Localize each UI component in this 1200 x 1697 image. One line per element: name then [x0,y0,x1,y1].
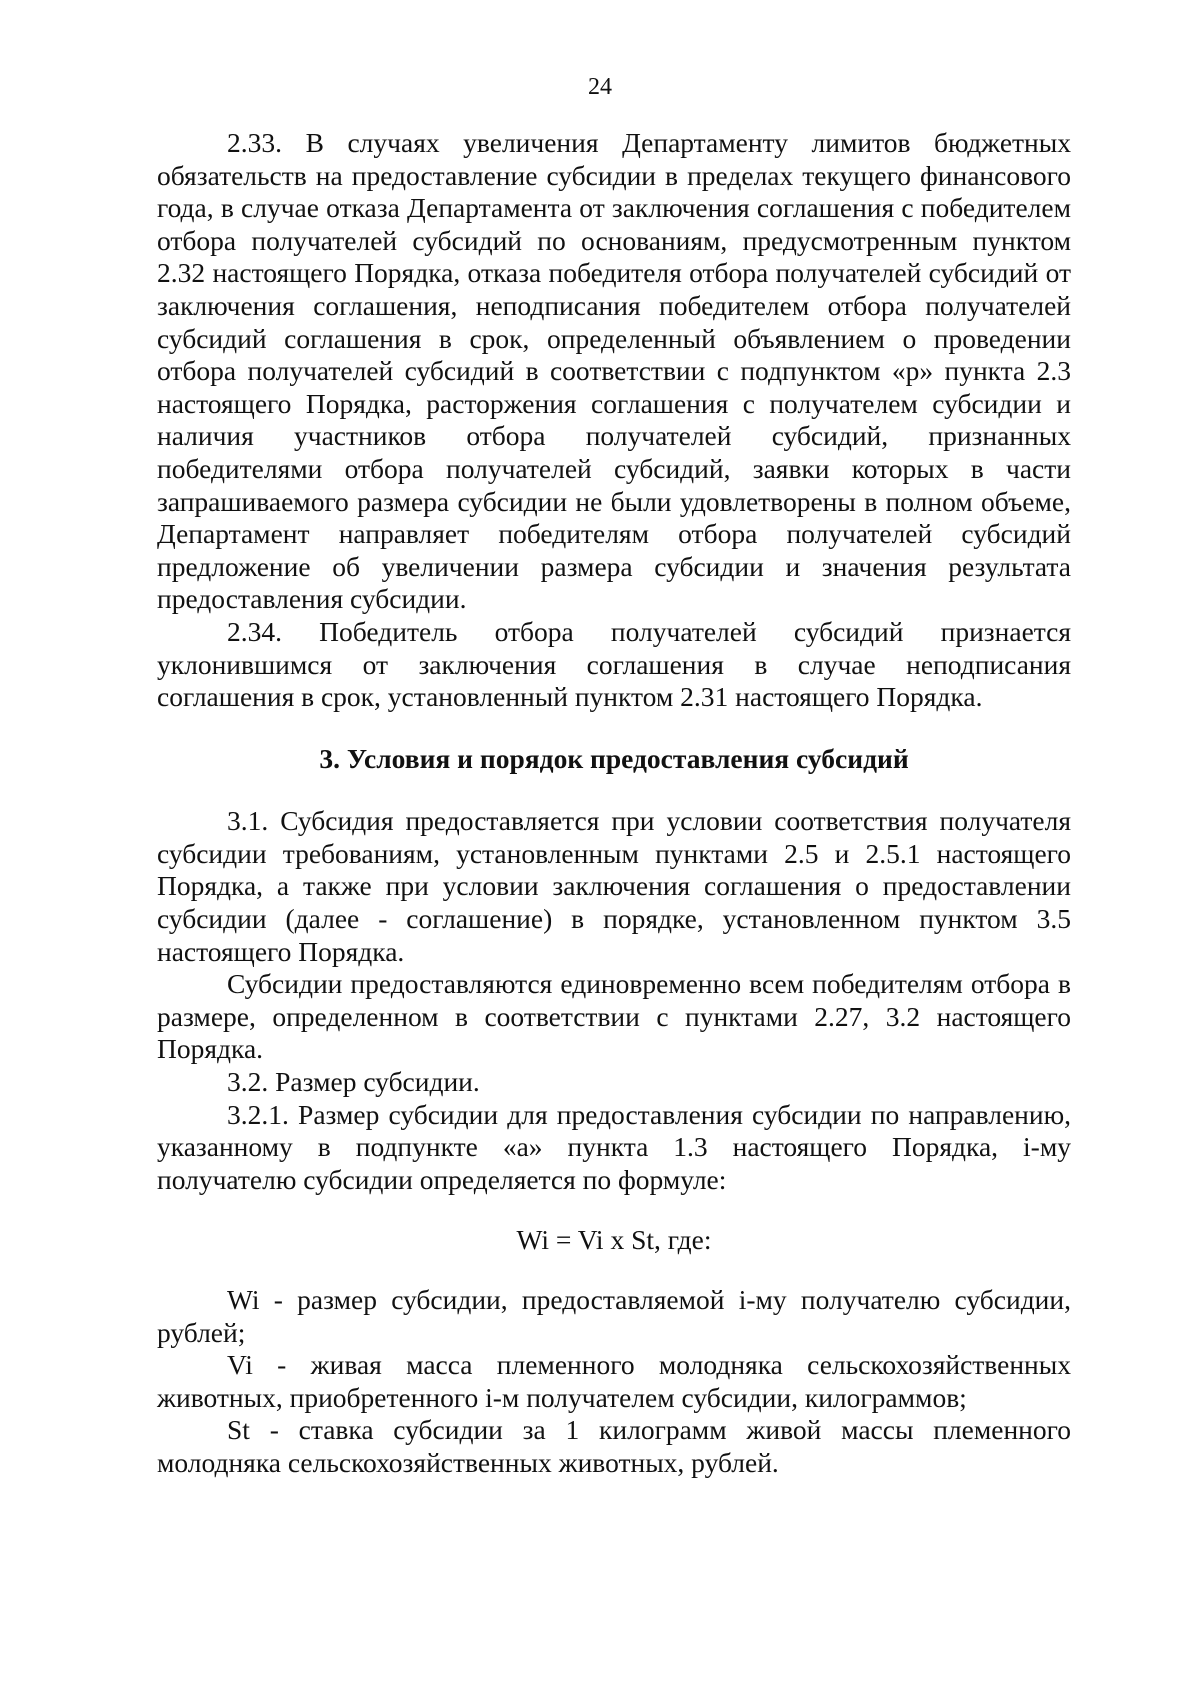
page-number: 24 [588,74,612,100]
paragraph-2-33: 2.33. В случаях увеличения Департаменту лимитов бюджетных обязательств на предоставление субсидии в пределах текущего финансового года, в случае отказа Департамента от заключения соглашения с победителем отбора получателей субсидий по основаниям, предусмотренным пунктом 2.32 настоящего Порядка, отказа победителя отбора получателей субсидий от заключения соглашения, неподписания победителем отбора получателей субсидий соглашения в срок, определенный объявлением о проведении отбора получателей субсидий в соответствии с подпунктом «р» пункта 2.3 настоящего Порядка, расторжения соглашения с получателем субсидии и наличия участников отбора получателей субсидий, признанных победителями отбора получателей субсидий, заявки которых в части запрашиваемого размера субсидии не были удовлетворены в полном объеме, Департамент направляет победителям отбора получателей субсидий предложение об увеличении размера субсидии и значения результата предоставления субсидии. [157,127,1071,615]
paragraph-2-34: 2.34. Победитель отбора получателей субсидий признается уклонившимся от заключения соглашения в случае неподписания соглашения в срок, установленный пунктом 2.31 настоящего Порядка. [157,615,1071,713]
definition-st: St - ставка субсидии за 1 килограмм живой массы племенного молодняка сельскохозяйственных животных, рублей. [157,1414,1071,1478]
subsidy-formula: Wi = Vi x St, где: [516,1224,712,1256]
page-content [157,127,1071,1480]
definition-wi: Wi - размер субсидии, предоставляемой i-му получателю субсидии, рублей; [157,1284,1071,1348]
section-heading: 3. Условия и порядок предоставления субсидий [319,742,909,774]
paragraph-subsidies-lump-sum: Субсидии предоставляются единовременно всем победителям отбора в размере, определенном в соответствии с пунктами 2.27, 3.2 настоящего Порядка. [157,968,1071,1065]
definition-vi: Vi - живая масса племенного молодняка сельскохозяйственных животных, приобретенного i-м получателем субсидии, килограммов; [157,1349,1071,1413]
paragraph-3-1: 3.1. Субсидия предоставляется при условии соответствия получателя субсидии требованиям, установленным пунктами 2.5 и 2.5.1 настоящего Порядка, а также при условии заключения соглашения о предоставлении субсидии (далее - соглашение) в порядке, установленном пунктом 3.5 настоящего Порядка. [157,805,1071,967]
paragraph-3-2-1: 3.2.1. Размер субсидии для предоставления субсидии по направлению, указанному в подпункте «а» пункта 1.3 настоящего Порядка, i-му получателю субсидии определяется по формуле: [157,1098,1071,1195]
paragraph-3-2: 3.2. Размер субсидии. [227,1066,480,1098]
